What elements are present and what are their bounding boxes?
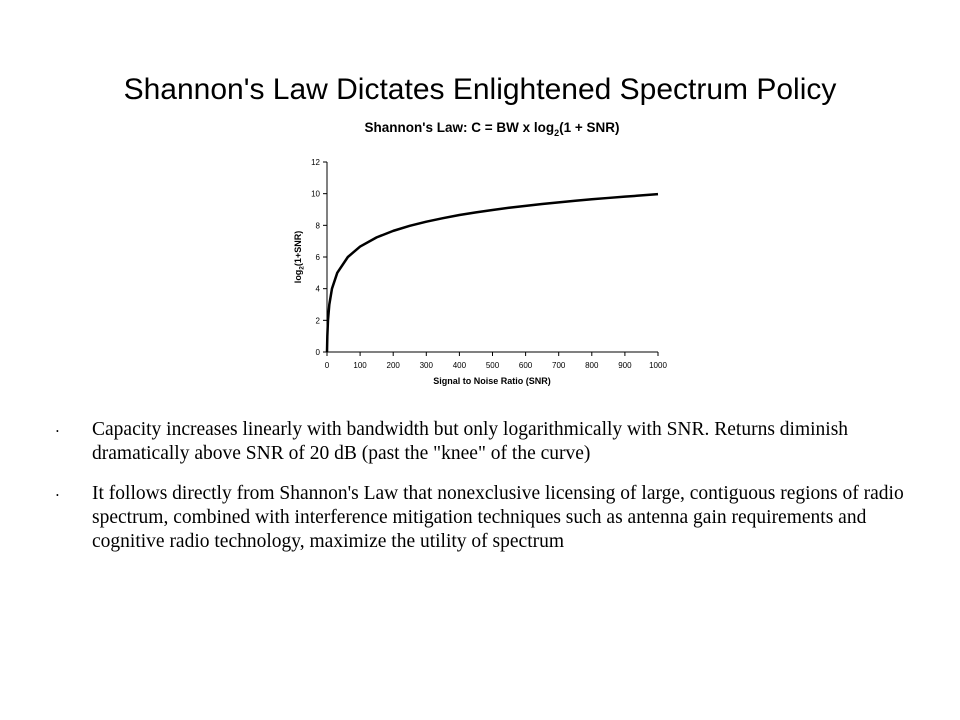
bullet-item (56, 418, 916, 466)
series-line (327, 194, 658, 352)
y-axis-label-suffix: (1+SNR) (293, 230, 303, 267)
y-axis-label-main: log (293, 269, 303, 284)
y-tick-label: 0 (315, 348, 320, 357)
chart-title (365, 120, 620, 138)
bullet-text: It follows directly from Shannon's Law that nonexclusive licensing of large, contiguous regions of radio spectrum, combined with interference mitigation techniques such as antenna gain requirements and cognitive radio technology, maximize the utility of spectrum (92, 483, 904, 552)
x-tick-label: 900 (618, 361, 632, 370)
bullet-list (56, 418, 916, 570)
x-tick-label: 300 (419, 361, 433, 370)
bullet-text: Capacity increases linearly with bandwidth but only logarithmically with SNR. Returns diminish dramatically above SNR of 20 dB (past the "knee" of the curve) (92, 419, 849, 464)
x-axis-label: Signal to Noise Ratio (SNR) (433, 376, 551, 386)
y-tick-label: 4 (315, 284, 320, 294)
chart-title-main: Shannon's Law: C = BW x log (364, 120, 555, 135)
y-axis-label-subscript: 2 (298, 266, 306, 270)
x-tick-label: 500 (485, 361, 500, 370)
y-tick-label: 2 (315, 316, 320, 326)
x-tick-label: 700 (552, 361, 566, 370)
y-axis-label (293, 231, 306, 283)
y-tick-label: 12 (311, 158, 320, 167)
bullet-marker: • (56, 491, 59, 500)
chart (280, 112, 700, 397)
x-tick-label: 800 (585, 361, 599, 370)
y-tick-label: 6 (315, 253, 320, 262)
slide-title: Shannon's Law Dictates Enlightened Spectrum Policy (123, 73, 837, 106)
y-tick-label: 10 (311, 189, 320, 199)
chart-title-subscript: 2 (554, 128, 560, 138)
chart-title-suffix: (1 + SNR) (559, 120, 620, 135)
x-tick-label: 0 (324, 361, 330, 370)
x-tick-label: 100 (353, 361, 367, 370)
x-tick-label: 1000 (649, 361, 667, 370)
x-tick-label: 400 (452, 361, 467, 370)
x-tick-label: 200 (386, 361, 400, 370)
bullet-item (56, 482, 916, 554)
bullet-marker: • (56, 427, 59, 436)
y-tick-label: 8 (315, 221, 320, 231)
x-tick-label: 600 (518, 361, 533, 370)
